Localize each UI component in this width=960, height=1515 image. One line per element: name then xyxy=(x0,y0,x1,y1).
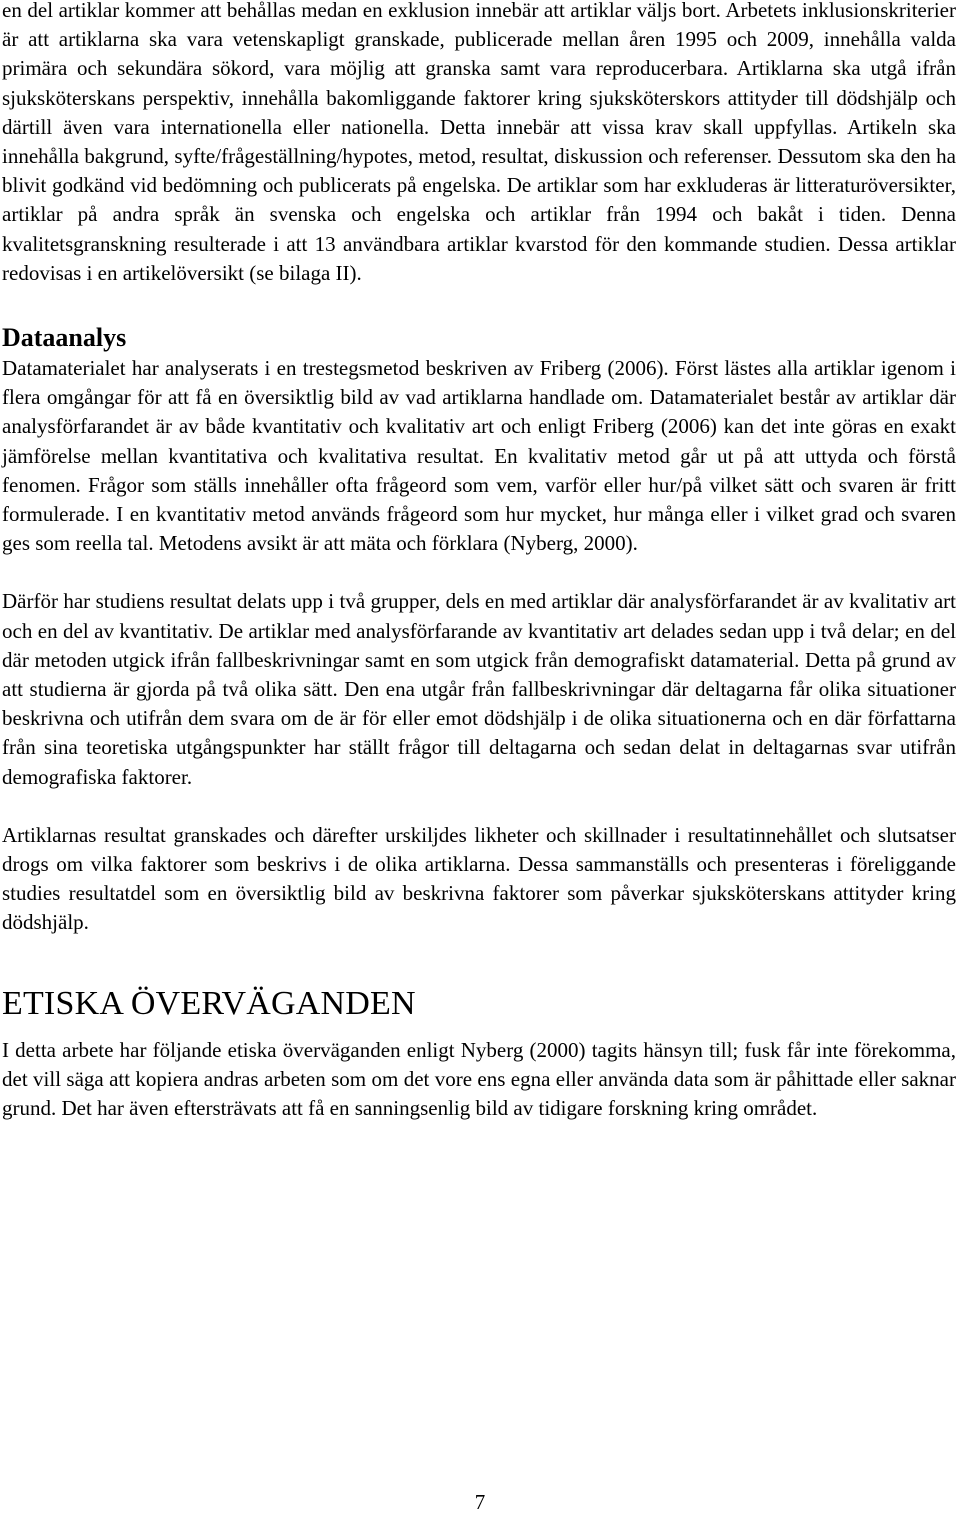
document-page xyxy=(2,0,956,1123)
intro-paragraph: en del artiklar kommer att behållas medan en exklusion innebär att artiklar väljs bort. Arbetets inklusionskriterier är att artiklarna ska vara vetenskapligt granskade, publicerade mellan åren 1995 och 2009, innehålla valda primära och sekundära sökord, vara möjlig att granska samt vara reproducerbara. Artiklarna ska utgå ifrån sjuksköterskans perspektiv, innehålla bakomliggande faktorer kring sjuksköterskors attityder till dödshjälp och därtill även vara internationella eller nationella. Detta innebär att vissa krav skall uppfyllas. Artikeln ska innehålla bakgrund, syfte/frågeställning/hypotes, metod, resultat, diskussion och referenser. Dessutom ska den ha blivit godkänd vid bedömning och publicerats på engelska. De artiklar som har exkluderas är litteraturöversikter, artiklar på andra språk än svenska och engelska och artiklar från 1994 och bakåt i tiden. Denna kvalitetsgranskning resulterade i att 13 användbara artiklar kvarstod för den kommande studien. Dessa artiklar redovisas i en artikelöversikt (se bilaga II). xyxy=(2,0,956,285)
dataanalys-paragraph-2: Därför har studiens resultat delats upp i två grupper, dels en med artiklar där analysförfarandet är av kvalitativ art och en del av kvantitativ. De artiklar med analysförfarande av kvantitativ art delades sedan upp i två delar; en del där metoden utgick ifrån fallbeskrivningar samt en som utgick från demografiskt datamaterial. Detta på grund av att studierna är gjorda på två olika sätt. Den ena utgår från fallbeskrivningar där deltagarna får olika situationer beskrivna och utifrån dem svara om de är för eller emot dödshjälp i de olika situationerna och en där författarna från sina teoretiska utgångspunkter har ställt frågor till deltagarna och sedan delat in deltagarnas svar utifrån demografiska faktorer. xyxy=(2,589,956,789)
page-number: 7 xyxy=(474,1490,486,1514)
dataanalys-paragraph-3: Artiklarnas resultat granskades och därefter urskiljdes likheter och skillnader i resultatinnehållet och slutsatser drogs om vilka faktorer som beskrivs i de olika artiklarna. Dessa sammanställs och presenteras i föreliggande studies resultatdel som en översiktlig bild av beskrivna faktorer som påverkar sjuksköterskans attityder kring dödshjälp. xyxy=(2,822,956,935)
dataanalys-paragraph-1: Datamaterialet har analyserats i en trestegsmetod beskriven av Friberg (2006). Först lästes alla artiklar igenom i flera omgångar för att få en översiktlig bild av vad artiklarna handlade om. Datamaterialet består av artiklar där analysförfarandet är av både kvantitativ och kvalitativ art och enligt Friberg (2006) kan det inte göras en exakt jämförelse mellan kvantitativa och kvalitativa resultat. En kvalitativ metod går ut på att uttyda och förstå fenomen. Frågor som ställs innehåller ofta frågeord som vem, varför eller hur/på vilket sätt och svaren är fritt formulerade. I en kvantitativ metod används frågeord som hur mycket, hur många eller i vilket grad och svaren ges som reella tal. Metodens avsikt är att mäta och förklara (Nyberg, 2000). xyxy=(2,356,956,556)
section-heading-dataanalys: Dataanalys xyxy=(2,323,127,353)
etiska-paragraph: I detta arbete har följande etiska överväganden enligt Nyberg (2000) tagits hänsyn till; fusk får inte förekomma, det vill säga att kopiera andras arbeten som om det vore ens egna eller använda data som är påhittade eller saknar grund. Det har även eftersträvats att få en sanningsenlig bild av tidigare forskning kring området. xyxy=(2,1037,956,1121)
section-heading-etiska: ETISKA ÖVERVÄGANDEN xyxy=(2,984,416,1022)
